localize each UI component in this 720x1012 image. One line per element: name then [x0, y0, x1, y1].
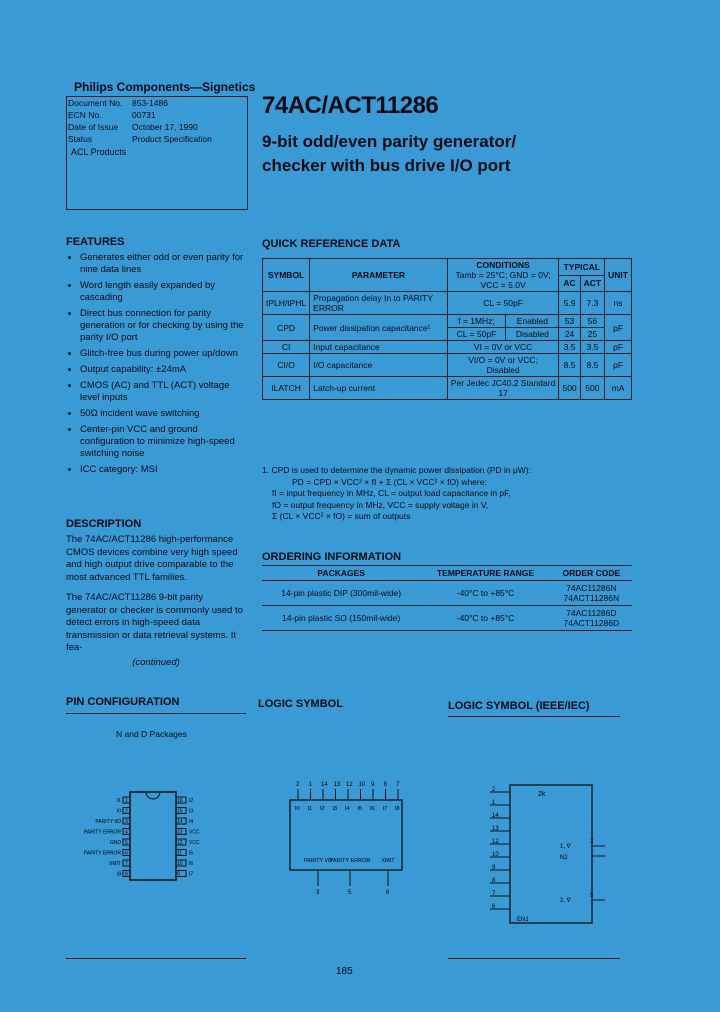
ls-top-pin: 1 — [308, 782, 312, 788]
feature-item: • ICC category: MSI — [80, 464, 246, 476]
ls-top-pin: 12 — [346, 782, 353, 788]
ls-top-pin: 2 — [296, 782, 300, 788]
ieee-out3: 2, ∇ — [560, 898, 571, 904]
doc-label: ECN No. — [68, 110, 102, 120]
logic-symbol-diagram — [280, 770, 420, 900]
description-heading: DESCRIPTION — [66, 518, 142, 530]
logic-ieee-diagram — [480, 780, 620, 925]
dip-pin-label-right: VCC — [189, 829, 200, 836]
doc-footer: ACL Products — [71, 147, 127, 157]
dip-notch — [146, 792, 160, 799]
notes — [262, 465, 632, 523]
pin-config-rule — [66, 713, 246, 714]
continued-label: (continued) — [132, 656, 180, 668]
dip-pin-label-left: I0 — [116, 808, 121, 815]
ieee-pin-num: 2 — [492, 787, 496, 793]
dip-pin-label-right: I3 — [189, 808, 194, 815]
feature-item: • Direct bus connection for parity generation or for checking by using the parity I/O port — [80, 308, 246, 344]
feature-item: • CMOS (AC) and TTL (ACT) voltage level inputs — [80, 380, 246, 404]
ls-input-label: I1 — [307, 806, 313, 812]
qr-h-unit: UNIT — [605, 259, 632, 292]
page-number: 185 — [336, 966, 353, 977]
note-1: 1. CPD is used to determine the dynamic power dissipation (PD in μW): — [262, 465, 531, 475]
doc-value: 00731 — [132, 110, 156, 120]
features-heading: FEATURES — [66, 236, 125, 248]
quick-ref-table — [262, 258, 632, 400]
dip-pin-num-left: 1 — [125, 798, 128, 804]
dip-pin-label-left: PARITY ERROR — [83, 850, 121, 857]
description-p1: The 74AC/ACT11286 high-performance CMOS devices combine very high speed and high output drive comparable to the most advanced TTL families. — [66, 534, 238, 583]
ord-row-dip: 14-pin plastic DIP (300mil-wide) -40°C to +85°C 74AC11286N 74ACT11286N — [262, 581, 632, 606]
dip-pin-num-right: 11 — [177, 850, 183, 857]
qr-h-typical: TYPICAL — [559, 259, 605, 276]
ieee-n2: N2 — [560, 855, 568, 861]
dip-body — [130, 792, 176, 880]
feature-item: • Generates either odd or even parity for nine data lines — [80, 252, 246, 276]
dip-pin-num-right: 12 — [177, 840, 183, 846]
ls-top-pin: 10 — [358, 782, 366, 788]
quick-ref-heading: QUICK REFERENCE DATA — [262, 238, 401, 250]
dip-pin-num-left: 5 — [125, 840, 128, 846]
ieee-pin-num: 12 — [492, 839, 499, 845]
doc-row — [67, 133, 247, 145]
ls-input-label: I7 — [382, 806, 388, 812]
ls-input-label: I2 — [320, 806, 325, 812]
dip-pin-label-right: I5 — [189, 850, 194, 857]
feature-item: • Word length easily expanded by cascading — [80, 280, 246, 304]
ieee-pin-num: 13 — [492, 826, 499, 832]
ieee-out2-pin: 5 — [590, 893, 594, 899]
note-2: PD = CPD × VCC² × fI + Σ (CL × VCC² × fO) where: — [292, 476, 487, 487]
dip-pin-num-right: 9 — [177, 871, 180, 878]
ieee-pin-num: 6 — [492, 904, 496, 910]
description-p2: The 74AC/ACT11286 9-bit parity generator or checker is commonly used to detect errors in high-speed data transmission or data retrieval systems. It fea- — [66, 592, 243, 653]
feature-item: • Glitch-free bus during power up/down — [80, 348, 246, 360]
ls-top-pin: 13 — [333, 782, 341, 788]
qr-h-param: PARAMETER — [310, 259, 448, 292]
pin-config-heading: PIN CONFIGURATION — [66, 696, 180, 708]
dip-pin-num-left: 4 — [125, 829, 128, 836]
ls-bottom-pin: 5 — [348, 890, 352, 896]
ieee-pin-num: 14 — [492, 813, 499, 819]
dip-pin-num-left: 6 — [125, 850, 128, 857]
dip-pin-label-left: I1 — [116, 798, 121, 804]
ord-h-temp: TEMPERATURE RANGE — [420, 566, 550, 581]
dip-pin-num-right: 10 — [177, 861, 183, 867]
ls-bottom-pin: 3 — [316, 890, 320, 896]
footer-rule-right — [448, 958, 620, 959]
dip-pin-num-left: 8 — [125, 871, 128, 878]
ieee-pin-num: 10 — [492, 852, 499, 858]
ieee-pin-num: 1 — [492, 800, 496, 806]
subtitle — [262, 130, 516, 178]
note-4: fO = output frequency in MHz, VCC = supply voltage in V, — [272, 499, 489, 510]
ls-input-label: I8 — [395, 806, 400, 812]
qr-row-cpd-en: CPD Power dissipation capacitance¹ f = 1MHz; Enabled 53 56 pF — [263, 315, 632, 328]
dip-pin-num-left: 7 — [125, 861, 128, 867]
dip-pin-label-right: I6 — [189, 861, 194, 867]
qr-row-tpd: tPLH/tPHL Propagation delay In to PARITY ERROR CL = 50pF 5.9 7.3 ns — [263, 292, 632, 315]
dip-pin-label-left: PARITY ERROR — [83, 829, 121, 836]
ordering-heading: ORDERING INFORMATION — [262, 551, 402, 563]
ls-input-label: I6 — [370, 806, 375, 812]
ls-bottom-label: PARITY I/O — [303, 858, 333, 864]
feature-item: • Center-pin VCC and ground configuration to minimize high-speed switching noise — [80, 424, 246, 460]
dip-pin-label-left: XMIT — [109, 861, 121, 867]
features-list — [66, 252, 246, 480]
qr-h-act: ACT — [580, 275, 604, 292]
description-text — [66, 534, 246, 669]
dip-pin-label-left: I8 — [116, 871, 121, 878]
qr-h-symbol: SYMBOL — [263, 259, 310, 292]
ls-top-pin: 8 — [383, 782, 387, 788]
doc-row — [67, 121, 247, 133]
qr-row-ci: CI Input capacitance VI = 0V or VCC 3.5 3.5 pF — [263, 341, 632, 354]
note-3: fI = input frequency in MHz, CL = output load capacitance in pF, — [272, 488, 511, 498]
dip-pin-num-left: 2 — [125, 808, 128, 815]
note-5: Σ (CL × VCC² × fO) = sum of outputs — [272, 511, 411, 521]
page-title: 74AC/ACT11286 — [262, 92, 439, 119]
doc-row — [67, 97, 247, 109]
ieee-en: EN1 — [517, 917, 529, 923]
dip-pin-num-right: 15 — [177, 808, 183, 815]
doc-value: 853-1486 — [132, 98, 168, 108]
ordering-table — [262, 565, 632, 631]
doc-info-table — [67, 97, 247, 145]
ieee-pin-num: 9 — [492, 865, 496, 871]
ieee-box-label: 2k — [538, 791, 546, 798]
qr-row-latch: ILATCH Latch-up current Per Jedec JC40.2 Standard 17 500 500 mA — [263, 377, 632, 400]
ord-h-code: ORDER CODE — [551, 566, 632, 581]
ieee-pin-num: 8 — [492, 878, 496, 884]
feature-item: • Output capability: ±24mA — [80, 364, 246, 376]
doc-info-box — [66, 96, 248, 210]
logic-ieee-heading: LOGIC SYMBOL (IEEE/IEC) — [448, 700, 590, 712]
ieee-box — [510, 785, 592, 923]
logic-symbol-heading: LOGIC SYMBOL — [258, 698, 343, 710]
ls-bottom-label: PARITY ERROR — [329, 858, 371, 864]
ls-bottom-label: XMIT — [381, 858, 395, 864]
dip-pin-label-right: I7 — [189, 871, 194, 878]
ord-h-pkg: PACKAGES — [262, 566, 420, 581]
subtitle-line-1: 9-bit odd/even parity generator/ — [262, 132, 517, 151]
dip-pin-label-right: I2 — [189, 798, 194, 804]
ls-input-label: I3 — [332, 806, 338, 812]
pin-config-sub: N and D Packages — [116, 729, 187, 739]
doc-row — [67, 109, 247, 121]
dip-pin-num-right: 14 — [177, 819, 183, 825]
qr-h-ac: AC — [559, 275, 580, 292]
qr-row-cpd-dis: CL = 50pF Disabled 24 25 — [263, 328, 632, 341]
subtitle-line-2: checker with bus drive I/O port — [262, 156, 511, 175]
ieee-pin-num: 7 — [492, 891, 496, 897]
ls-input-label: I0 — [295, 806, 300, 812]
dip-package-diagram — [83, 790, 220, 890]
doc-label: Date of Issue — [68, 122, 119, 132]
dip-pin-label-right: I4 — [189, 819, 194, 825]
ls-top-pin: 14 — [321, 782, 328, 788]
doc-value: Product Specification — [132, 134, 212, 144]
ieee-out1: 1, ∇ — [560, 844, 571, 850]
doc-label: Status — [68, 134, 93, 144]
ls-bottom-pin: 6 — [386, 890, 390, 896]
dip-pin-label-left: PARITY I/O — [95, 819, 121, 825]
logic-ieee-rule — [448, 716, 620, 717]
dip-pin-num-right: 16 — [177, 798, 183, 804]
feature-item: • 50Ω incident wave switching — [80, 408, 246, 420]
footer-rule-left — [66, 958, 246, 959]
dip-pin-label-right: VCC — [189, 840, 200, 846]
dip-pin-num-left: 3 — [125, 819, 128, 825]
dip-pin-label-left: GND — [109, 840, 121, 846]
doc-value: October 17, 1990 — [132, 122, 198, 132]
dip-pin-num-right: 13 — [177, 829, 183, 836]
ls-input-label: I5 — [357, 806, 363, 812]
ls-top-pin: 7 — [396, 782, 400, 788]
ord-row-so: 14-pin plastic SO (150mil-wide) -40°C to +85°C 74AC11286D 74ACT11286D — [262, 606, 632, 631]
qr-row-cio: CI/O I/O capacitance VI/O = 0V or VCC; Disabled 8.5 8.5 pF — [263, 354, 632, 377]
qr-h-conditions: CONDITIONS Tamb = 25°C; GND = 0V; VCC = 5.0V — [447, 259, 559, 292]
ieee-out1-pin: 3 — [590, 839, 594, 845]
ls-input-label: I4 — [345, 806, 350, 812]
ls-top-pin: 9 — [371, 782, 375, 788]
doc-label: Document No. — [68, 98, 123, 108]
company-header: Philips Components—Signetics — [74, 80, 256, 94]
